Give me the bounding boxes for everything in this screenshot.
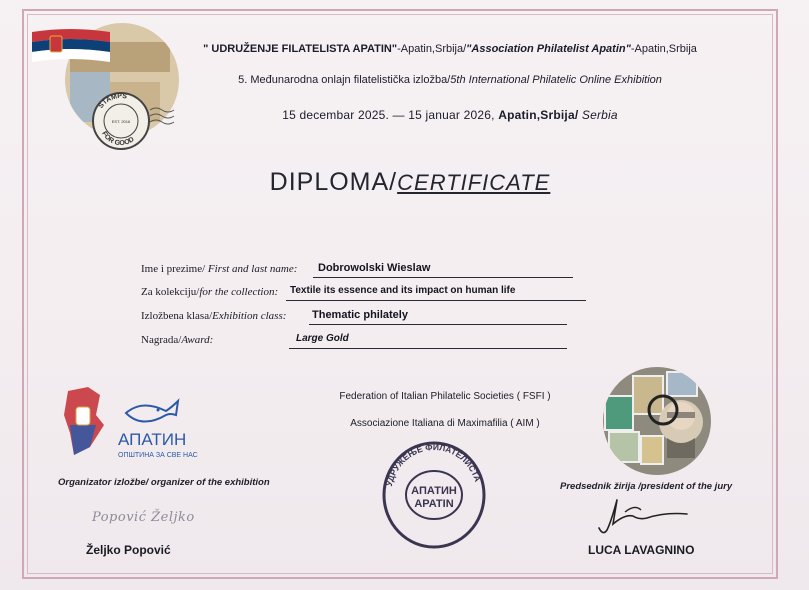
stamp-center-cyrillic: АПАТИН: [411, 485, 457, 497]
logo-text-bottom: FOR GOOD: [100, 130, 136, 148]
jury-signature: [595, 494, 695, 538]
field-name-value: Dobrowolski Wieslaw: [318, 262, 431, 274]
stamp-center-latin: APATIN: [414, 498, 454, 510]
header-exhibition: 5. Međunarodna onlajn filatelistička izložba/5th International Philatelic Online Exhibition: [238, 74, 662, 86]
apatin-logo-subtext: ОПШТИНА ЗА СВЕ НАС: [118, 452, 198, 459]
svg-text:УДРУЖЕЊЕ ФИЛАТЕЛИСТА: [384, 442, 483, 487]
header-association: " UDRUŽENJE FILATELISTA APATIN"-Apatin,Srbija/"Association Philatelist Apatin"-Apatin,Srbija: [203, 43, 697, 55]
field-collection-value: Textile its essence and its impact on human life: [290, 285, 516, 296]
association-logo: [30, 22, 185, 152]
serbia-flag-icon: [32, 29, 110, 62]
stamp-ring-text: УДРУЖЕЊЕ ФИЛАТЕЛИСТА: [383, 441, 483, 488]
logo-est-text: EST. 2016: [111, 119, 131, 124]
header-dates: 15 decembar 2025. — 15 januar 2026, Apatin,Srbija/ Serbia: [282, 108, 618, 122]
page-title: DIPLOMA/CERTIFICATE: [269, 168, 551, 196]
organizer-caption: Organizator izložbe/ organizer of the exhibition: [58, 477, 270, 488]
logo-text-top: STAMPS: [97, 92, 128, 110]
federation-aim: Associazione Italiana di Maximafilia ( AIM ): [350, 418, 540, 429]
apatin-logo-text: АПАТИН: [118, 430, 187, 449]
field-class-value: Thematic philately: [312, 309, 408, 321]
official-stamp: [381, 440, 487, 550]
jury-president-name: LUCA LAVAGNINO: [588, 543, 695, 557]
apatin-municipality-logo: [60, 385, 210, 470]
jury-president-photo: [601, 366, 713, 476]
jury-caption: Predsednik žirija /president of the jury: [560, 481, 733, 492]
federation-fsfi: Federation of Italian Philatelic Societies ( FSFI ): [339, 391, 551, 402]
organizer-signature: Popović Željko: [92, 510, 195, 525]
organizer-name: Željko Popović: [86, 543, 171, 557]
field-award-value: Large Gold: [296, 333, 349, 344]
certificate-page: STAMPS FOR GOOD EST. 2016 " UDRUŽENJE FILATELISTA APATIN"-Apatin,Srbija/"Association Philatelist Apatin"-Apatin,Srbija 5. Međunarodna onlajn filatelistička izložba/5th International Philatelic Online Exhibition 15 decembar 2025. — 15 januar 2026, Apatin,Srbija/ Serbia DIPLOMA/CERTIFICATE Ime i prezime/ First and last name: Dobrowolski Wieslaw Za kolekciju/for the collection: Textile its essence and its impact on human life Izložbena klasa/Exhibition class: Thematic philately Nagrada/Award: Large Gold АПАТИН ОПШТИНА ЗА СВЕ НАС Federation of Italian Philatelic Societies ( FSFI ) Associazione Italiana di Maximafilia ( AIM ) УДРУЖЕЊЕ ФИЛАТЕЛИСТА АПАТИН APATIN Organizator izložbe/ organizer of the exhibition Predsednik žirija /president of the jury Popović Željko Željko Popović LUCA LAVAGNINO: [0, 0, 809, 590]
